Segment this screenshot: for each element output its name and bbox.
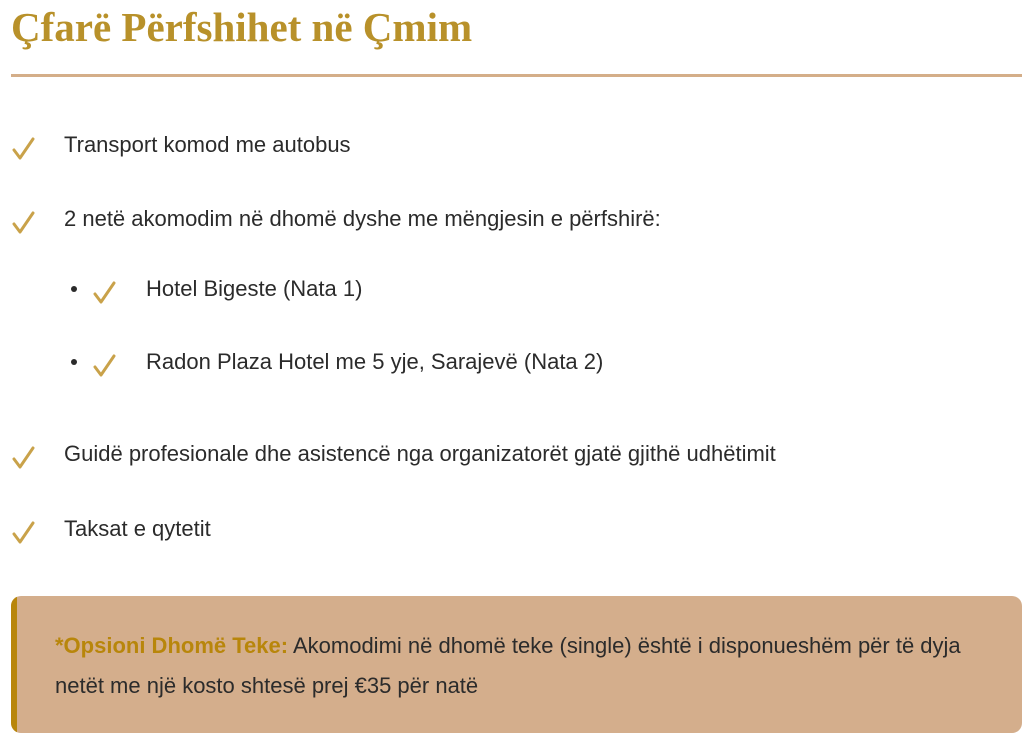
note-text: Akomodimi në dhomë teke (single) është i disponueshëm për të dyja netët me një kosto shtesë prej €35 për natë — [55, 633, 961, 698]
checkmark-icon — [92, 353, 118, 379]
included-item-text: Guidë profesionale dhe asistencë nga organizatorët gjatë gjithë udhëtimit — [64, 441, 776, 466]
note-accent-bar — [11, 596, 17, 733]
hotel-item-text: Radon Plaza Hotel me 5 yje, Sarajevë (Nata 2) — [146, 349, 604, 374]
bullet-icon — [71, 286, 77, 292]
checkmark-icon — [11, 445, 37, 471]
included-item-text: 2 netë akomodim në dhomë dyshe me mëngjesin e përfshirë: — [64, 206, 661, 231]
checkmark-icon — [11, 136, 37, 162]
hotel-item-text: Hotel Bigeste (Nata 1) — [146, 276, 363, 301]
single-room-note — [11, 596, 1022, 733]
checkmark-icon — [11, 210, 37, 236]
note-label: *Opsioni Dhomë Teke: — [55, 633, 289, 658]
section-title: Çfarë Përfshihet në Çmim — [11, 4, 473, 50]
note-body — [55, 626, 990, 706]
bullet-icon — [71, 359, 77, 365]
included-item-text: Taksat e qytetit — [64, 516, 211, 541]
checkmark-icon — [92, 280, 118, 306]
title-divider — [11, 74, 1022, 77]
checkmark-icon — [11, 520, 37, 546]
included-item-text: Transport komod me autobus — [64, 132, 351, 157]
